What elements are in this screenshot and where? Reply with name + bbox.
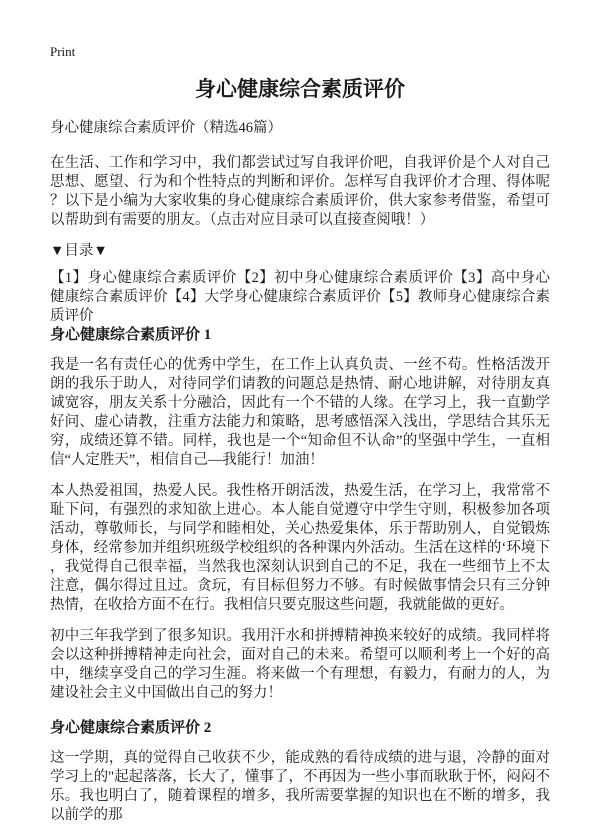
toc-list [50, 269, 550, 326]
section-1-paragraph-3: 初中三年我学到了很多知识。我用汗水和拼搏精神换来较好的成绩。我同样将会以这种拼搏精神走向社会，面对自己的未来。希望可以顺利考上一个好的高中，继续享受自己的学习生涯。将来做一个有理想，有毅力，有耐力的人，为建设社会主义中国做出自己的努力！ [50, 628, 550, 701]
section-1-heading: 身心健康综合素质评价 1 [50, 327, 212, 343]
toc-item-5[interactable]: 【5】教师身心健康综合素质评价 [50, 289, 551, 324]
section-1-paragraph-1: 我是一名有责任心的优秀中学生，在工作上认真负责、一丝不苟。性格活泼开朗的我乐于助人，对待同学们请教的问题总是热情、耐心地讲解，对待朋友真诚宽容，朋友关系十分融洽，因此有一个不错的人缘。在学习上，我一直勤学好问、虚心请教，注重方法能力和策略，思考感悟深入浅出，学思结合其乐无穷，成绩还算不错。同样，我也是一个“知命但不认命”的坚强中学生，一直相信“人定胜天”，相信自己—我能行！加油！ [50, 357, 550, 468]
section-2-heading: 身心健康综合素质评价 2 [50, 720, 212, 736]
print-link[interactable]: Print [50, 44, 76, 59]
page-subtitle: 身心健康综合素质评价（精选46篇） [50, 120, 282, 136]
section-1-paragraph-2: 本人热爱祖国，热爱人民。我性格开朗活泼，热爱生活，在学习上，我常常不耻下问，有强烈的求知欲上进心。本人能自觉遵守中学生守则，积极参加各项活动，尊敬师长，与同学和睦相处，关心热爱集体，乐于帮助别人，自觉锻炼身体，经常参加并组织班级学校组织的各种课内外活动。生活在这样的‘环境下，我觉得自己很幸福，当然我也深刻认识到自己的不足，我在一些细节上不太注意，偶尔得过且过。贪玩，有目标但努力不够。有时候做事情会只有三分钟热情，在收拾方面不在行。我相信只要克服这些问题，我就能做的更好。 [50, 483, 550, 613]
toc-item-2[interactable]: 【2】初中身心健康综合素质评价 [236, 270, 454, 286]
toc-item-3[interactable]: 【3】高中身心健康综合素质评价 [50, 270, 551, 305]
toc-item-4[interactable]: 【4】大学身心健康综合素质评价 [167, 289, 381, 305]
intro-paragraph: 在生活、工作和学习中，我们都尝试过写自我评价吧，自我评价是个人对自己思想、愿望、行为和个性特点的判断和评价。怎样写自我评价才合理、得体呢？以下是小编为大家收集的身心健康综合素质评价，供大家参考借鉴，希望可以帮助到有需要的朋友。（点击对应目录可以直接查阅哦！） [50, 155, 550, 228]
toc-item-1[interactable]: 【1】身心健康综合素质评价 [50, 270, 237, 286]
section-2-paragraph-1: 这一学期，真的觉得自己收获不少，能成熟的看待成绩的进与退，冷静的面对学习上的"起起落落，长大了，懂事了，不再因为一些小事而耿耿于怀，闷闷不乐。我也明白了，随着课程的增多，我所需要掌握的知识也在不断的增多，我以前学的那 [50, 750, 550, 823]
page-title: 身心健康综合素质评价 [195, 77, 405, 101]
toc-marker: ▼目录▼ [50, 243, 108, 259]
